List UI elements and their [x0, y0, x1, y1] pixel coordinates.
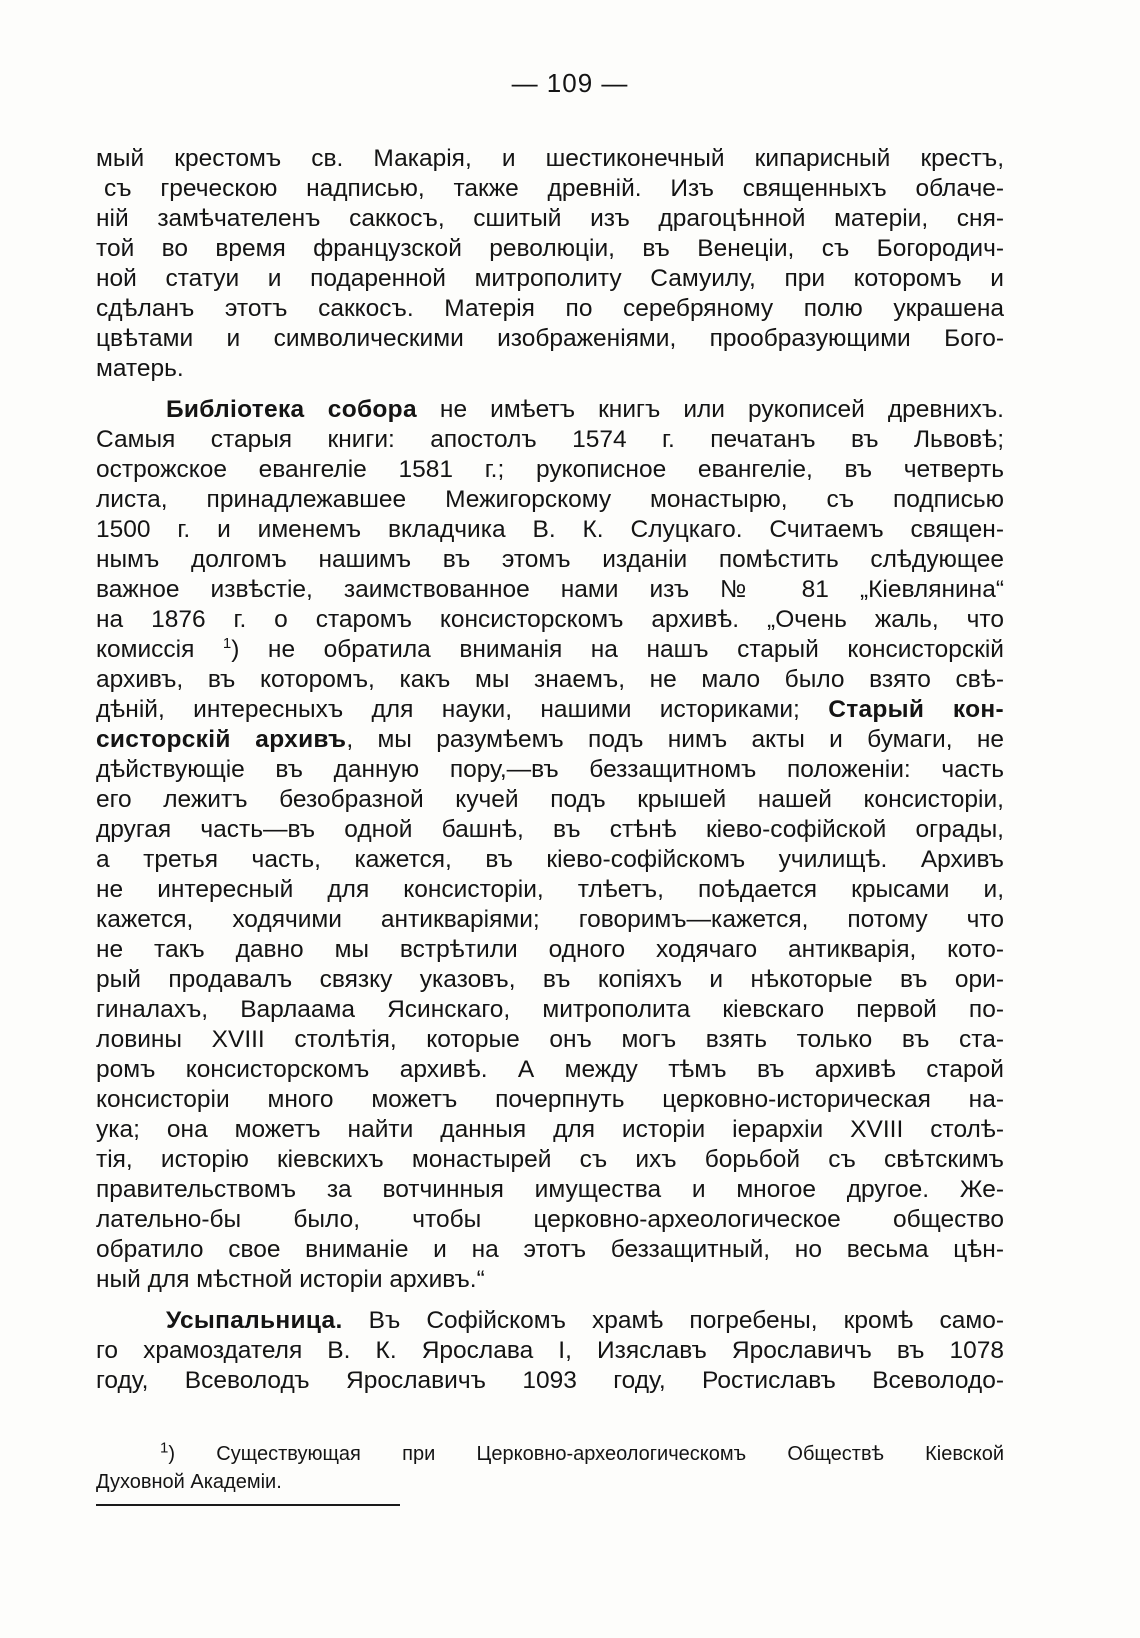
text-line: нымъ долгомъ нашимъ въ этомъ изданіи помѣстить слѣдующее — [96, 546, 1004, 573]
text-line: съ греческою надписью, также древній. Изъ священныхъ облаче- — [104, 175, 1004, 202]
text-line: ной статуи и подаренной митрополиту Самуилу, при которомъ и — [96, 265, 1004, 292]
footnote-divider — [96, 1504, 400, 1506]
section-heading-burial: Усыпальница. — [166, 1307, 343, 1334]
text-line: консисторіи много можетъ почерпнуть церковно-историческая на- — [96, 1086, 1004, 1113]
text-line: дѣйствующіе въ данную пору,—въ беззащитномъ положеніи: часть — [96, 756, 1004, 783]
text-line: ука; она можетъ найти данныя для исторіи іерархіи XVIII столѣ- — [96, 1116, 1004, 1143]
text-line: другая часть—въ одной башнѣ, въ стѣнѣ кіево-софійской ограды, — [96, 816, 1004, 843]
emphasis-old-archive: Старый кон- — [828, 696, 1004, 723]
text-line: ній замѣчателенъ саккосъ, сшитый изъ драгоцѣнной матеріи, сня- — [96, 205, 1004, 232]
text-line: правительствомъ за вотчинныя имущества и многое другое. Же- — [96, 1176, 1004, 1203]
section-heading-library: Библіотека собора — [166, 396, 417, 423]
text-line: важное извѣстіе, заимствованное нами изъ № 81 „Кіевлянина“ — [96, 576, 1004, 603]
footnote-marker: 1 — [160, 1439, 169, 1457]
text-line: Самыя старыя книги: апостолъ 1574 г. печатанъ въ Львовѣ; — [96, 426, 1004, 453]
text-line: не интересный для консисторіи, тлѣетъ, поѣдается крысами и, — [96, 876, 1004, 903]
text-line: го храмоздателя В. К. Ярослава I, Изяславъ Ярославичъ въ 1078 — [96, 1337, 1004, 1364]
text-line: году, Всеволодъ Ярославичъ 1093 году, Ростиславъ Всеволодо- — [96, 1367, 1004, 1394]
page-number: — 109 — — [511, 68, 629, 98]
text-line: рый продавалъ связку указовъ, въ копіяхъ и нѣкоторые въ ори- — [96, 966, 1004, 993]
text-line: острожское евангеліе 1581 г.; рукописное евангеліе, въ четверть — [96, 456, 1004, 483]
text-line: ный для мѣстной исторіи архивъ.“ — [96, 1266, 485, 1293]
text-line: 1500 г. и именемъ вкладчика В. К. Слуцкаго. Считаемъ священ- — [96, 516, 1004, 543]
text-line: сдѣланъ этотъ саккосъ. Матерія по серебряному полю украшена — [96, 295, 1004, 322]
text-line: мый крестомъ св. Макарія, и шестиконечный кипарисный крестъ, — [96, 145, 1004, 172]
text-line: листа, принадлежавшее Межигорскому монастырю, съ подписью — [96, 486, 1004, 513]
footnote-line: $^1$) Существующая при Церковно-археологическомъ Обществѣ Кіевской — [160, 1439, 1004, 1465]
text-line: на 1876 г. о старомъ консисторскомъ архивѣ. „Очень жаль, что — [96, 606, 1004, 633]
text-line: гиналахъ, Варлаама Ясинскаго, митрополита кіевскаго первой по- — [96, 996, 1004, 1023]
text-line: систорскій архивъ, мы разумѣемъ подъ нимъ акты и бумаги, не — [96, 726, 1004, 753]
text-line: его лежитъ безобразной кучей подъ крышей нашей консисторіи, — [96, 786, 1004, 813]
text-line: ромъ консисторскомъ архивѣ. А между тѣмъ въ архивѣ старой — [96, 1056, 1004, 1083]
text-line: дѣній, интересныхъ для науки, нашими историками; Старый кон- — [96, 696, 1004, 723]
text-line: Усыпальница. Въ Софійскомъ храмѣ погребены, кромѣ само- — [166, 1307, 1004, 1334]
text-line: не такъ давно мы встрѣтили одного ходячаго антикварія, кото- — [96, 936, 1004, 963]
text-line: тія, исторію кіевскихъ монастырей съ ихъ борьбой съ свѣтскимъ — [96, 1146, 1004, 1173]
text-line: обратило свое вниманіе и на этотъ беззащитный, но весьма цѣн- — [96, 1236, 1004, 1263]
text-line: а третья часть, кажется, въ кіево-софійскомъ училищѣ. Архивъ — [96, 846, 1004, 873]
text-line: комиссія $^1$) не обратила вниманія на нашъ старый консисторскій — [96, 634, 1004, 663]
text-line: архивъ, въ которомъ, какъ мы знаемъ, не мало было взято свѣ- — [96, 666, 1004, 693]
text-line: Библіотека собора не имѣетъ книгъ или рукописей древнихъ. — [166, 396, 1004, 423]
footnote-line: Духовной Академіи. — [96, 1471, 282, 1493]
text-line: лательно-бы было, чтобы церковно-археологическое общество — [96, 1206, 1004, 1233]
footnote-marker: 1 — [222, 634, 232, 652]
text-line: ловины XVIII столѣтія, которые онъ могъ взять только въ ста- — [96, 1026, 1004, 1053]
text-line: матерь. — [96, 355, 184, 382]
emphasis-archive: систорскій архивъ — [96, 726, 347, 753]
text-line: цвѣтами и символическими изображеніями, прообразующими Бого- — [96, 325, 1004, 352]
text-line: той во время французской революціи, въ Венеціи, съ Богородич- — [96, 235, 1004, 262]
text-line: кажется, ходячими антикваріями; говоримъ—кажется, потому что — [96, 906, 1004, 933]
